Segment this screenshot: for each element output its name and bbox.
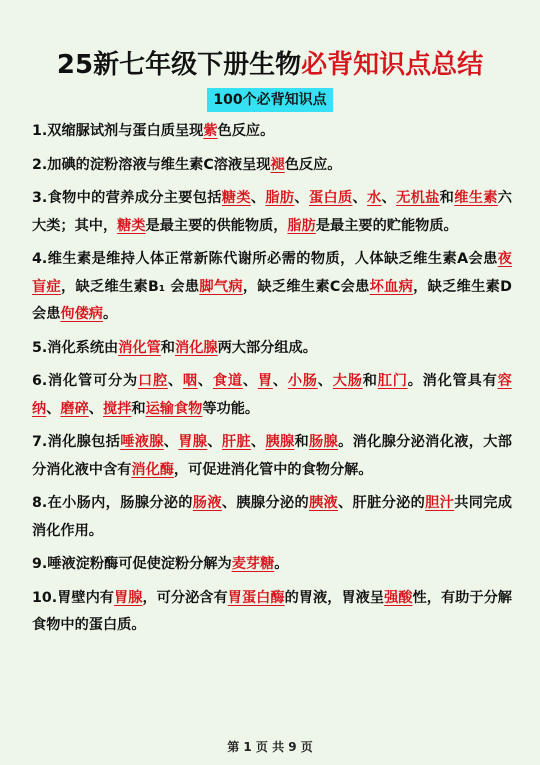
knowledge-item <box>32 118 512 146</box>
item-text: 是最主要的贮能物质。 <box>315 217 458 234</box>
knowledge-item <box>32 185 512 240</box>
item-text: ，可分泌含有 <box>142 589 228 606</box>
item-text: 是最主要的供能物质， <box>145 217 288 234</box>
knowledge-item <box>32 551 512 579</box>
highlighted-term: 胃腺 <box>114 589 143 606</box>
highlighted-term: 肝脏 <box>221 434 251 450</box>
subtitle-badge: 100个必背知识点 <box>207 88 332 112</box>
knowledge-item <box>32 368 512 423</box>
item-text: 两大部分组成。 <box>217 339 317 356</box>
item-text: 、 <box>317 373 333 389</box>
item-text: 2.加碘的淀粉溶液与维生素C溶液呈现 <box>32 156 271 173</box>
highlighted-term: 肠液 <box>192 495 222 511</box>
item-text: 。 <box>102 306 118 322</box>
item-text: 、肝脏分泌的 <box>338 495 426 511</box>
highlighted-term: 糖类 <box>117 217 146 234</box>
item-text: 、胰腺分泌的 <box>221 495 309 511</box>
item-text: 6.消化管可分为 <box>32 373 138 389</box>
item-text: ，可促进消化管中的食物分解。 <box>173 461 373 478</box>
highlighted-term: 水 <box>367 190 382 206</box>
item-text: 、 <box>167 373 183 389</box>
highlighted-term: 胃腺 <box>178 434 208 450</box>
knowledge-list <box>32 118 512 646</box>
highlighted-term: 肠腺 <box>309 434 339 450</box>
item-text: 3.食物中的营养成分主要包括 <box>32 190 222 206</box>
item-text: 1.双缩脲试剂与蛋白质呈现 <box>32 123 204 139</box>
highlighted-term: 咽 <box>182 373 198 389</box>
item-text: 、 <box>250 190 266 206</box>
item-text: 、 <box>272 373 288 389</box>
highlighted-term: 脂肪 <box>287 217 316 234</box>
highlighted-term: 脚气病 <box>199 278 243 295</box>
item-text: 。消化管具有 <box>407 373 498 389</box>
highlighted-term: 肛门 <box>377 373 408 389</box>
highlighted-term: 消化腺 <box>174 339 218 356</box>
highlighted-term: 脂肪 <box>265 190 295 206</box>
item-text: 10.胃壁内有 <box>32 589 115 606</box>
knowledge-item <box>32 490 512 545</box>
item-text: 和 <box>160 339 175 356</box>
item-text: ，缺乏维生素D会患 <box>32 278 512 322</box>
highlighted-term: 消化管 <box>118 339 161 356</box>
highlighted-term: 消化酶 <box>131 461 174 478</box>
highlighted-term: 麦芽糖 <box>231 556 275 572</box>
item-text: 、 <box>352 190 368 206</box>
highlighted-term: 胰腺 <box>265 434 295 450</box>
highlighted-term: 坏血病 <box>369 278 414 295</box>
item-text: 、 <box>250 434 266 450</box>
item-text: 色反应。 <box>284 156 342 173</box>
item-text: 六大类；其中， <box>32 190 512 234</box>
highlighted-term: 夜盲症 <box>32 251 512 295</box>
item-text: 和 <box>131 400 146 417</box>
highlighted-term: 胰液 <box>308 495 339 511</box>
knowledge-item <box>32 429 512 484</box>
knowledge-item <box>32 246 512 329</box>
item-text: 7.消化腺包括 <box>32 434 121 450</box>
highlighted-term: 胃 <box>257 373 273 389</box>
highlighted-term: 蛋白质 <box>308 190 353 206</box>
item-text: 、 <box>197 373 213 389</box>
title-red-part: 必背知识点总结 <box>301 50 484 80</box>
item-text: 和 <box>439 190 455 206</box>
item-text: 。消化腺分泌消化液，大部分消化液中含有 <box>32 434 512 478</box>
item-text: 、 <box>207 434 222 450</box>
knowledge-item <box>32 152 512 180</box>
highlighted-term: 唾液腺 <box>120 434 164 450</box>
item-text: 共同完成消化作用。 <box>32 495 512 539</box>
highlighted-term: 磨碎 <box>60 400 89 417</box>
item-text: 9.唾液淀粉酶可促使淀粉分解为 <box>32 556 232 572</box>
item-text: 性，有助于分解食物中的蛋白质。 <box>32 589 512 633</box>
highlighted-term: 胆汁 <box>425 495 455 511</box>
highlighted-term: 胃蛋白酶 <box>227 589 285 606</box>
highlighted-term: 口腔 <box>137 373 168 389</box>
item-text: 等功能。 <box>202 400 260 417</box>
item-text: 的胃液，胃液呈 <box>284 589 385 606</box>
highlighted-term: 无机盐 <box>396 190 440 206</box>
highlighted-term: 运输食物 <box>145 400 203 417</box>
item-text: 8.在小肠内，肠腺分泌的 <box>32 495 193 511</box>
highlighted-term: 糖类 <box>221 190 251 206</box>
page-footer: 第 1 页 共 9 页 <box>227 740 313 754</box>
item-text: 、 <box>294 190 309 206</box>
highlighted-term: 佝偻病 <box>60 306 103 322</box>
item-text: 5.消化系统由 <box>32 339 119 356</box>
highlighted-term: 容纳 <box>32 373 512 417</box>
knowledge-item <box>32 335 512 363</box>
item-text: 色反应。 <box>217 123 275 139</box>
item-text: 和 <box>294 434 310 450</box>
item-text: ，缺乏维生素B₁ 会患 <box>61 278 200 295</box>
subtitle-wrap <box>0 88 540 112</box>
highlighted-term: 大肠 <box>332 373 363 389</box>
item-text: 。 <box>274 556 289 572</box>
highlighted-term: 搅拌 <box>103 400 132 417</box>
highlighted-term: 强酸 <box>384 589 413 606</box>
item-text: ，缺乏维生素C会患 <box>242 278 370 295</box>
knowledge-item <box>32 585 512 640</box>
item-text: 、 <box>163 434 179 450</box>
item-text: 、 <box>242 373 258 389</box>
highlighted-term: 紫 <box>203 123 218 139</box>
item-text: 4.维生素是维持人体正常新陈代谢所必需的物质，人体缺乏维生素A会患 <box>32 251 498 267</box>
highlighted-term: 食道 <box>212 373 243 389</box>
highlighted-term: 维生素 <box>454 190 498 206</box>
highlighted-term: 褪 <box>270 156 285 173</box>
item-text: 、 <box>46 400 61 417</box>
title-black-part: 25新七年级下册生物 <box>56 50 302 80</box>
item-text: 、 <box>88 400 103 417</box>
item-text: 和 <box>362 373 378 389</box>
item-text: 、 <box>381 190 397 206</box>
page-title <box>0 44 540 81</box>
highlighted-term: 小肠 <box>287 373 318 389</box>
